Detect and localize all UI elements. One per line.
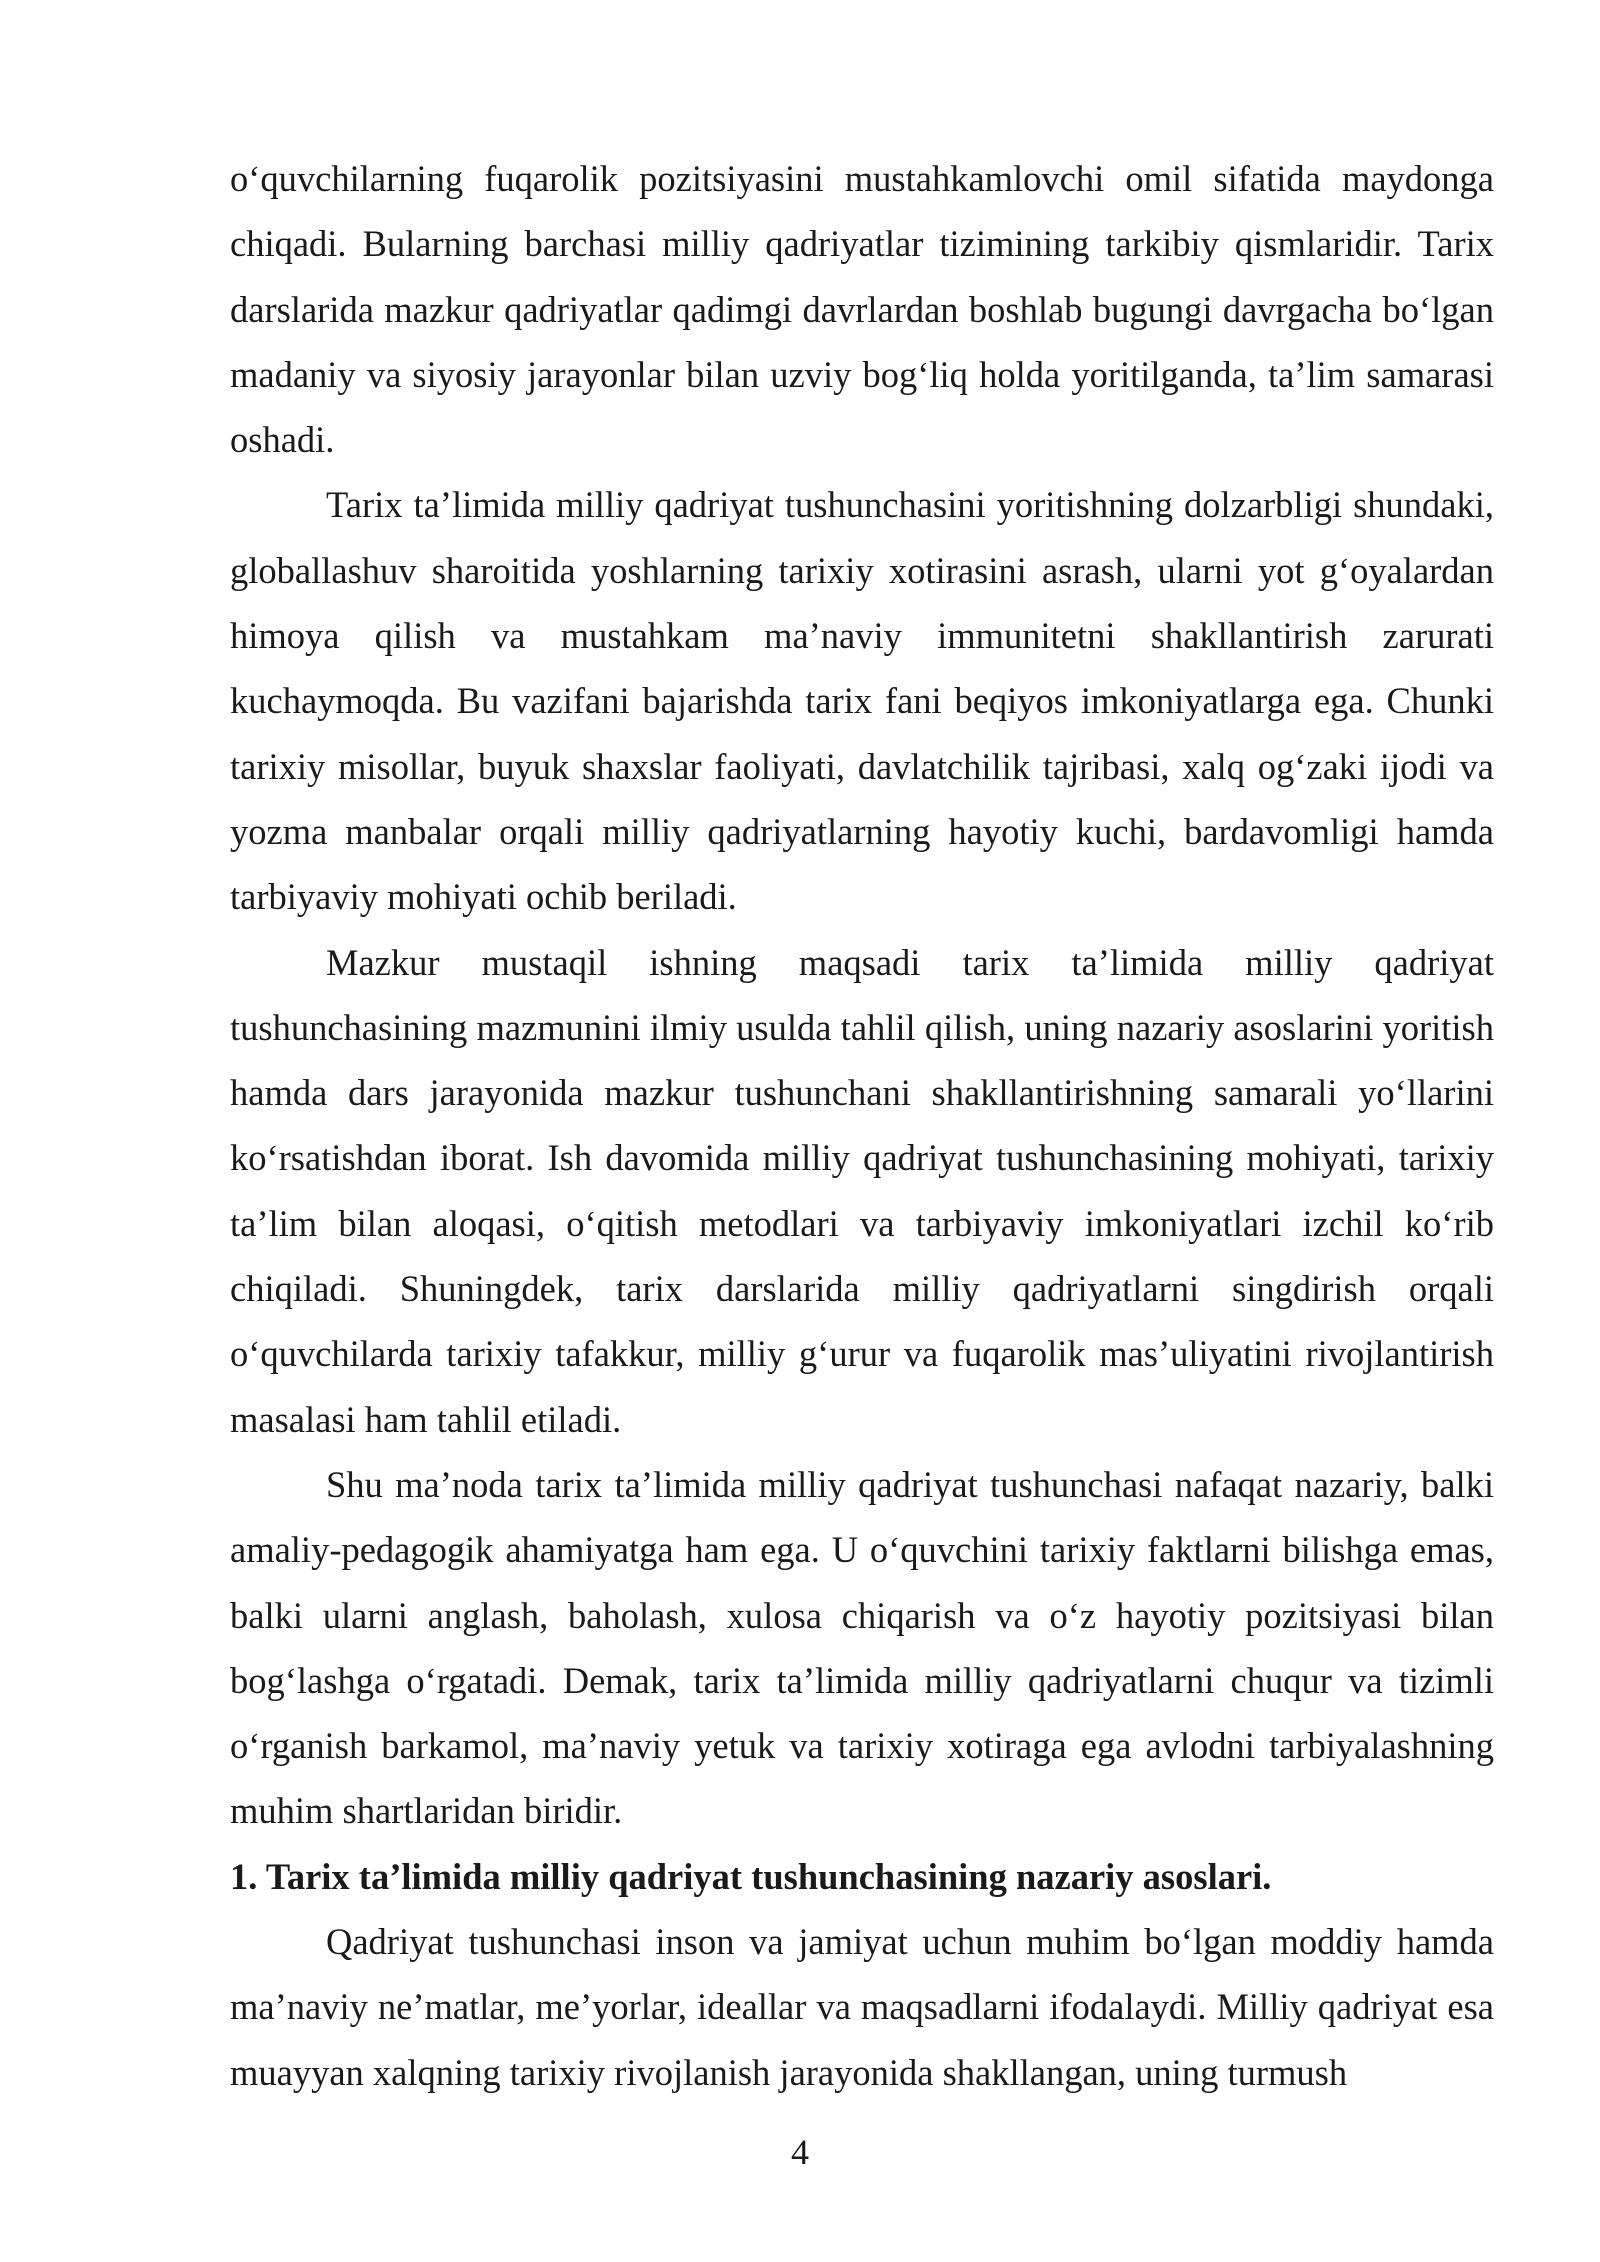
section-heading: 1. Tarix ta’limida milliy qadriyat tushunchasining nazariy asoslari.: [230, 1855, 1272, 1897]
paragraph-4: Shu ma’noda tarix ta’limida milliy qadriyat tushunchasi nafaqat nazariy, balki amaliy-pedagogik ahamiyatga ham ega. U o‘quvchini tarixiy faktlarni bilishga emas, balki ularni anglash, baholash, xulosa chiqarish va o‘z hayotiy pozitsiyasi bilan bog‘lashga o‘rgatadi. Demak, tarix ta’limida milliy qadriyatlarni chuqur va tizimli o‘rganish barkamol, ma’naviy yetuk va tarixiy xotiraga ega avlodni tarbiyalashning muhim shartlaridan biridir.: [230, 1463, 1494, 1832]
page-number: 4: [791, 2132, 809, 2172]
paragraph-2: Tarix ta’limida milliy qadriyat tushunchasini yoritishning dolzarbligi shundaki, globallashuv sharoitida yoshlarning tarixiy xotirasini asrash, ularni yot g‘oyalardan himoya qilish va mustahkam ma’naviy immunitetni shakllantirish zarurati kuchaymoqda. Bu vazifani bajarishda tarix fani beqiyos imkoniyatlarga ega. Chunki tarixiy misollar, buyuk shaxslar faoliyati, davlatchilik tajribasi, xalq og‘zaki ijodi va yozma manbalar orqali milliy qadriyatlarning hayotiy kuchi, bardavomligi hamda tarbiyaviy mohiyati ochib beriladi.: [230, 484, 1494, 918]
paragraph-1: o‘quvchilarning fuqarolik pozitsiyasini mustahkamlovchi omil sifatida maydonga chiqadi. Bularning barchasi milliy qadriyatlar tizimining tarkibiy qismlaridir. Tarix darslarida mazkur qadriyatlar qadimgi davrlardan boshlab bugungi davrgacha bo‘lgan madaniy va siyosiy jarayonlar bilan uzviy bog‘liq holda yoritilganda, ta’lim samarasi oshadi.: [230, 158, 1494, 461]
paragraph-3: Mazkur mustaqil ishning maqsadi tarix ta’limida milliy qadriyat tushunchasining mazmunini ilmiy usulda tahlil qilish, uning nazariy asoslarini yoritish hamda dars jarayonida mazkur tushunchani shakllantirishning samarali yo‘llarini ko‘rsatishdan iborat. Ish davomida milliy qadriyat tushunchasining mohiyati, tarixiy ta’lim bilan aloqasi, o‘qitish metodlari va tarbiyaviy imkoniyatlari izchil ko‘rib chiqiladi. Shuningdek, tarix darslarida milliy qadriyatlarni singdirish orqali o‘quvchilarda tarixiy tafakkur, milliy g‘urur va fuqarolik mas’uliyatini rivojlantirish masalasi ham tahlil etiladi.: [230, 941, 1494, 1440]
paragraph-5: Qadriyat tushunchasi inson va jamiyat uchun muhim bo‘lgan moddiy hamda ma’naviy ne’matlar, me’yorlar, ideallar va maqsadlarni ifodalaydi. Milliy qadriyat esa muayyan xalqning tarixiy rivojlanish jarayonida shakllangan, uning turmush: [230, 1921, 1494, 2093]
document-page: [230, 146, 1494, 2105]
